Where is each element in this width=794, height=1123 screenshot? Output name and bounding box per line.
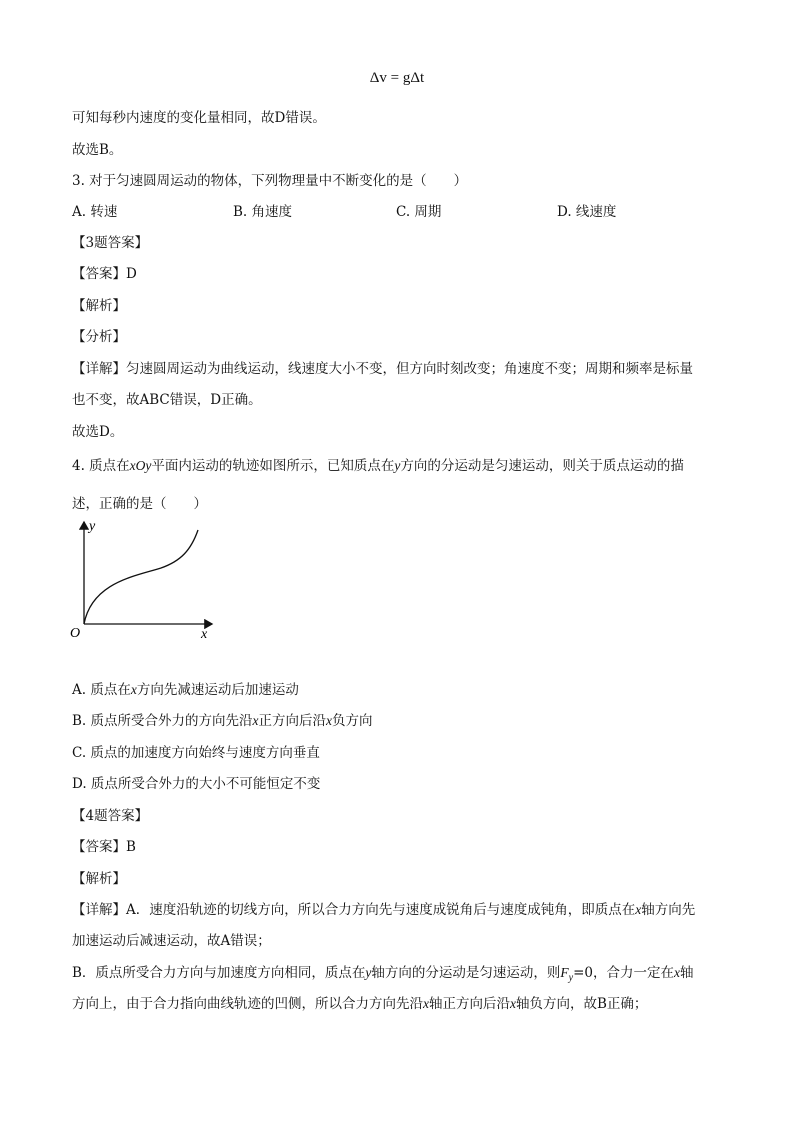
detail-line: B．质点所受合力方向与加速度方向相同，质点在y轴方向的分运动是匀速运动，则$F_y=0$，合力一定在x轴 [72, 965, 694, 984]
detail-line: 【详解】A．速度沿轨迹的切线方向，所以合力方向先与速度成锐角后与速度成钝角，即质点在x轴方向先 [72, 902, 696, 918]
analysis-label: 【解析】 [72, 871, 126, 887]
text-line: 可知每秒内速度的变化量相同，故D错误。 [72, 110, 326, 126]
trajectory-figure [66, 516, 226, 644]
option-c: C. 周期 [396, 204, 442, 220]
origin-label: O [70, 626, 81, 641]
text-line: 故选B。 [72, 142, 123, 158]
analysis-label: 【分析】 [72, 329, 126, 345]
section-heading: 【3题答案】 [72, 235, 149, 251]
option-d: D. 线速度 [557, 204, 617, 220]
trajectory-curve [84, 530, 198, 624]
section-heading: 【4题答案】 [72, 808, 149, 824]
detail-line: 【详解】匀速圆周运动为曲线运动，线速度大小不变，但方向时刻改变；角速度不变；周期和频率是标量 [72, 361, 693, 377]
analysis-label: 【解析】 [72, 298, 126, 314]
detail-line: 方向上，由于合力指向曲线轨迹的凹侧，所以合力方向先沿x轴正方向后沿x轴负方向，故B正确； [72, 996, 648, 1012]
answer-line: 【答案】B [72, 839, 136, 855]
axis-label-x: x [201, 627, 208, 642]
option-b: B. 角速度 [233, 204, 293, 220]
option-b: B. 质点所受合外力的方向先沿x正方向后沿x负方向 [72, 713, 373, 729]
question-3-stem: 3. 对于匀速圆周运动的物体，下列物理量中不断变化的是（ ） [72, 173, 468, 189]
option-a: A. 转速 [72, 204, 118, 220]
axis-label-y: y [89, 519, 96, 534]
answer-line: 【答案】D [72, 266, 137, 282]
option-c: C. 质点的加速度方向始终与速度方向垂直 [72, 745, 320, 761]
question-4-stem: 述，正确的是（ ） [72, 496, 207, 512]
detail-line: 加速运动后减速运动，故A错误； [72, 933, 271, 949]
text-line: 故选D。 [72, 424, 124, 440]
option-a: A. 质点在x方向先减速运动后加速运动 [72, 682, 299, 698]
option-d: D. 质点所受合外力的大小不可能恒定不变 [72, 776, 321, 792]
detail-line: 也不变，故ABC错误，D正确。 [72, 392, 262, 408]
equation: Δv = gΔt [369, 70, 425, 86]
question-4-stem: 4. 质点在xOy平面内运动的轨迹如图所示，已知质点在y方向的分运动是匀速运动，则关于质点运动的描 [72, 458, 684, 474]
